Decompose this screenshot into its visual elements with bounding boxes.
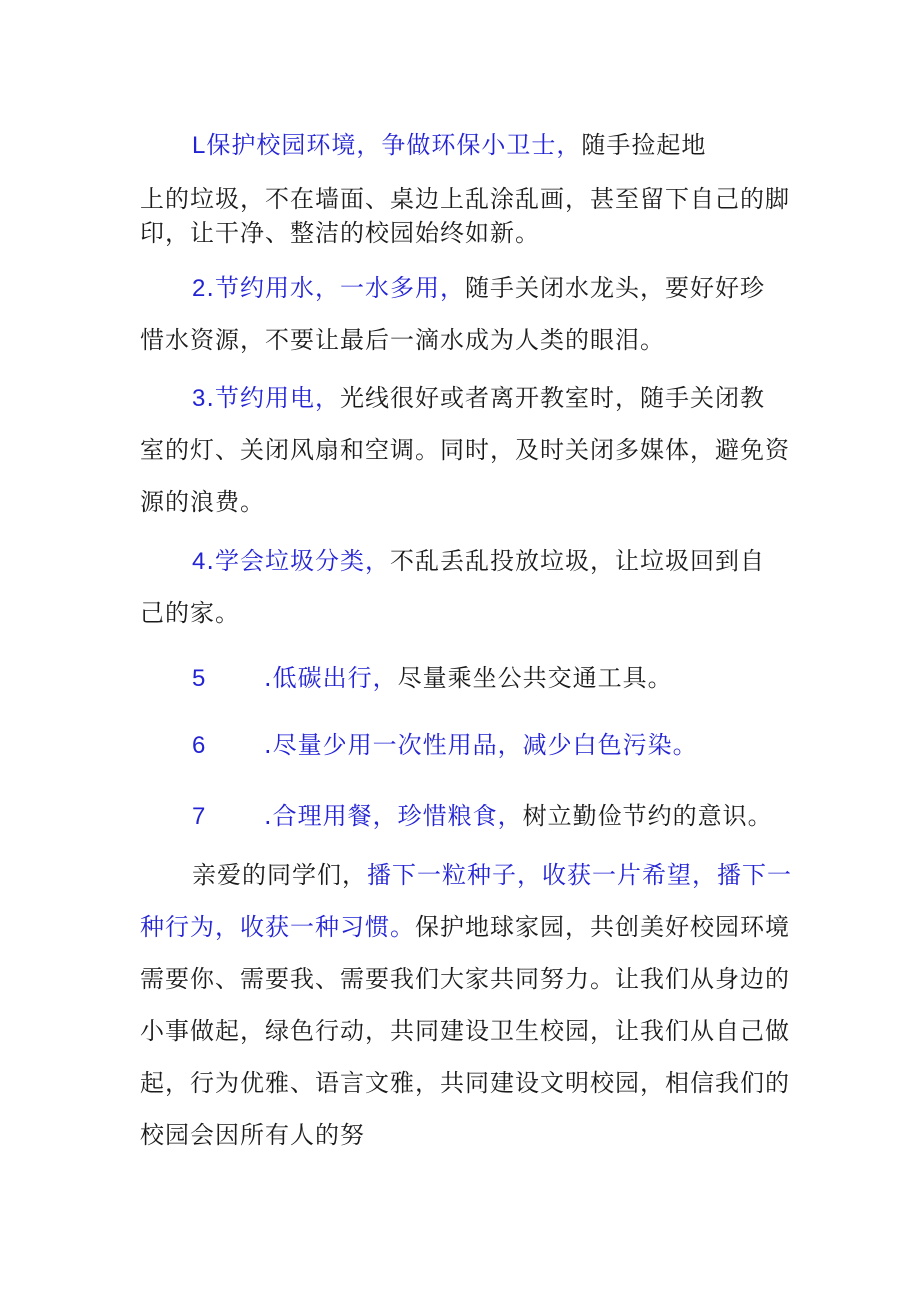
- closing-text-2: 保护地球家园，共创美好校园环境: [415, 913, 790, 941]
- closing-line-3: 需要你、需要我、需要我们大家共同努力。让我们从身边的: [140, 965, 790, 993]
- closing-slogan-part-1: 播下一粒种子，收获一片希望，播下一: [367, 861, 792, 889]
- item-3-number: 3: [192, 385, 207, 412]
- item-6-line-1: [192, 730, 698, 761]
- closing-line-6: 校园会因所有人的努: [140, 1121, 365, 1149]
- item-4-line-1: [192, 546, 765, 577]
- item-3-title: .节约用电，: [206, 384, 340, 412]
- closing-line-5: 起，行为优雅、语言文雅，共同建设文明校园，相信我们的: [140, 1069, 790, 1097]
- item-2-line-1: [192, 273, 765, 304]
- closing-greeting: 亲爱的同学们，: [192, 861, 367, 889]
- item-5-line-1: [192, 663, 673, 694]
- item-1-number: L: [192, 132, 207, 159]
- item-1-line-2: 上的垃圾，不在墙面、桌边上乱涂乱画，甚至留下自己的脚: [140, 185, 790, 213]
- item-2-line-2: 惜水资源，不要让最后一滴水成为人类的眼泪。: [140, 326, 665, 354]
- item-5-text: 尽量乘坐公共交通工具。: [397, 664, 673, 692]
- closing-slogan-part-2: 种行为，收获一种习惯。: [140, 913, 415, 941]
- item-5-title: .低碳出行，: [264, 664, 398, 692]
- item-1-title: 保护校园环境，争做环保小卫士，: [206, 131, 582, 159]
- item-4-title: .学会垃圾分类，: [206, 547, 390, 575]
- closing-line-2: [140, 912, 790, 942]
- item-7-line-1: [192, 801, 773, 832]
- item-4-text: 不乱丢乱投放垃圾，让垃圾回到自: [390, 547, 765, 575]
- item-3-line-2: 室的灯、关闭风扇和空调。同时，及时关闭多媒体，避免资: [140, 436, 790, 464]
- closing-line-4: 小事做起，绿色行动，共同建设卫生校园，让我们从自己做: [140, 1017, 790, 1045]
- item-3-line-1: [192, 383, 765, 414]
- item-7-title: .合理用餐，珍惜粮食，: [264, 802, 523, 830]
- closing-line-1: [192, 860, 792, 890]
- item-2-title: .节约用水，一水多用，: [206, 274, 465, 302]
- item-1-text: 随手捡起地: [581, 131, 707, 159]
- item-1-line-1: [192, 130, 706, 161]
- item-6-title: .尽量少用一次性用品，减少白色污染。: [264, 731, 698, 759]
- item-7-text: 树立勤俭节约的意识。: [522, 802, 773, 830]
- item-1-line-3: 印，让干净、整洁的校园始终如新。: [140, 219, 540, 247]
- item-2-number: 2: [192, 275, 207, 302]
- item-2-text: 随手关闭水龙头，要好好珍: [465, 274, 765, 302]
- item-7-number: 7: [192, 803, 207, 830]
- item-4-number: 4: [192, 548, 207, 575]
- item-5-number: 5: [192, 665, 207, 692]
- item-3-text: 光线很好或者离开教室时，随手关闭教: [340, 384, 765, 412]
- item-3-line-3: 源的浪费。: [140, 488, 265, 516]
- item-6-number: 6: [192, 732, 207, 759]
- item-4-line-2: 己的家。: [140, 599, 240, 627]
